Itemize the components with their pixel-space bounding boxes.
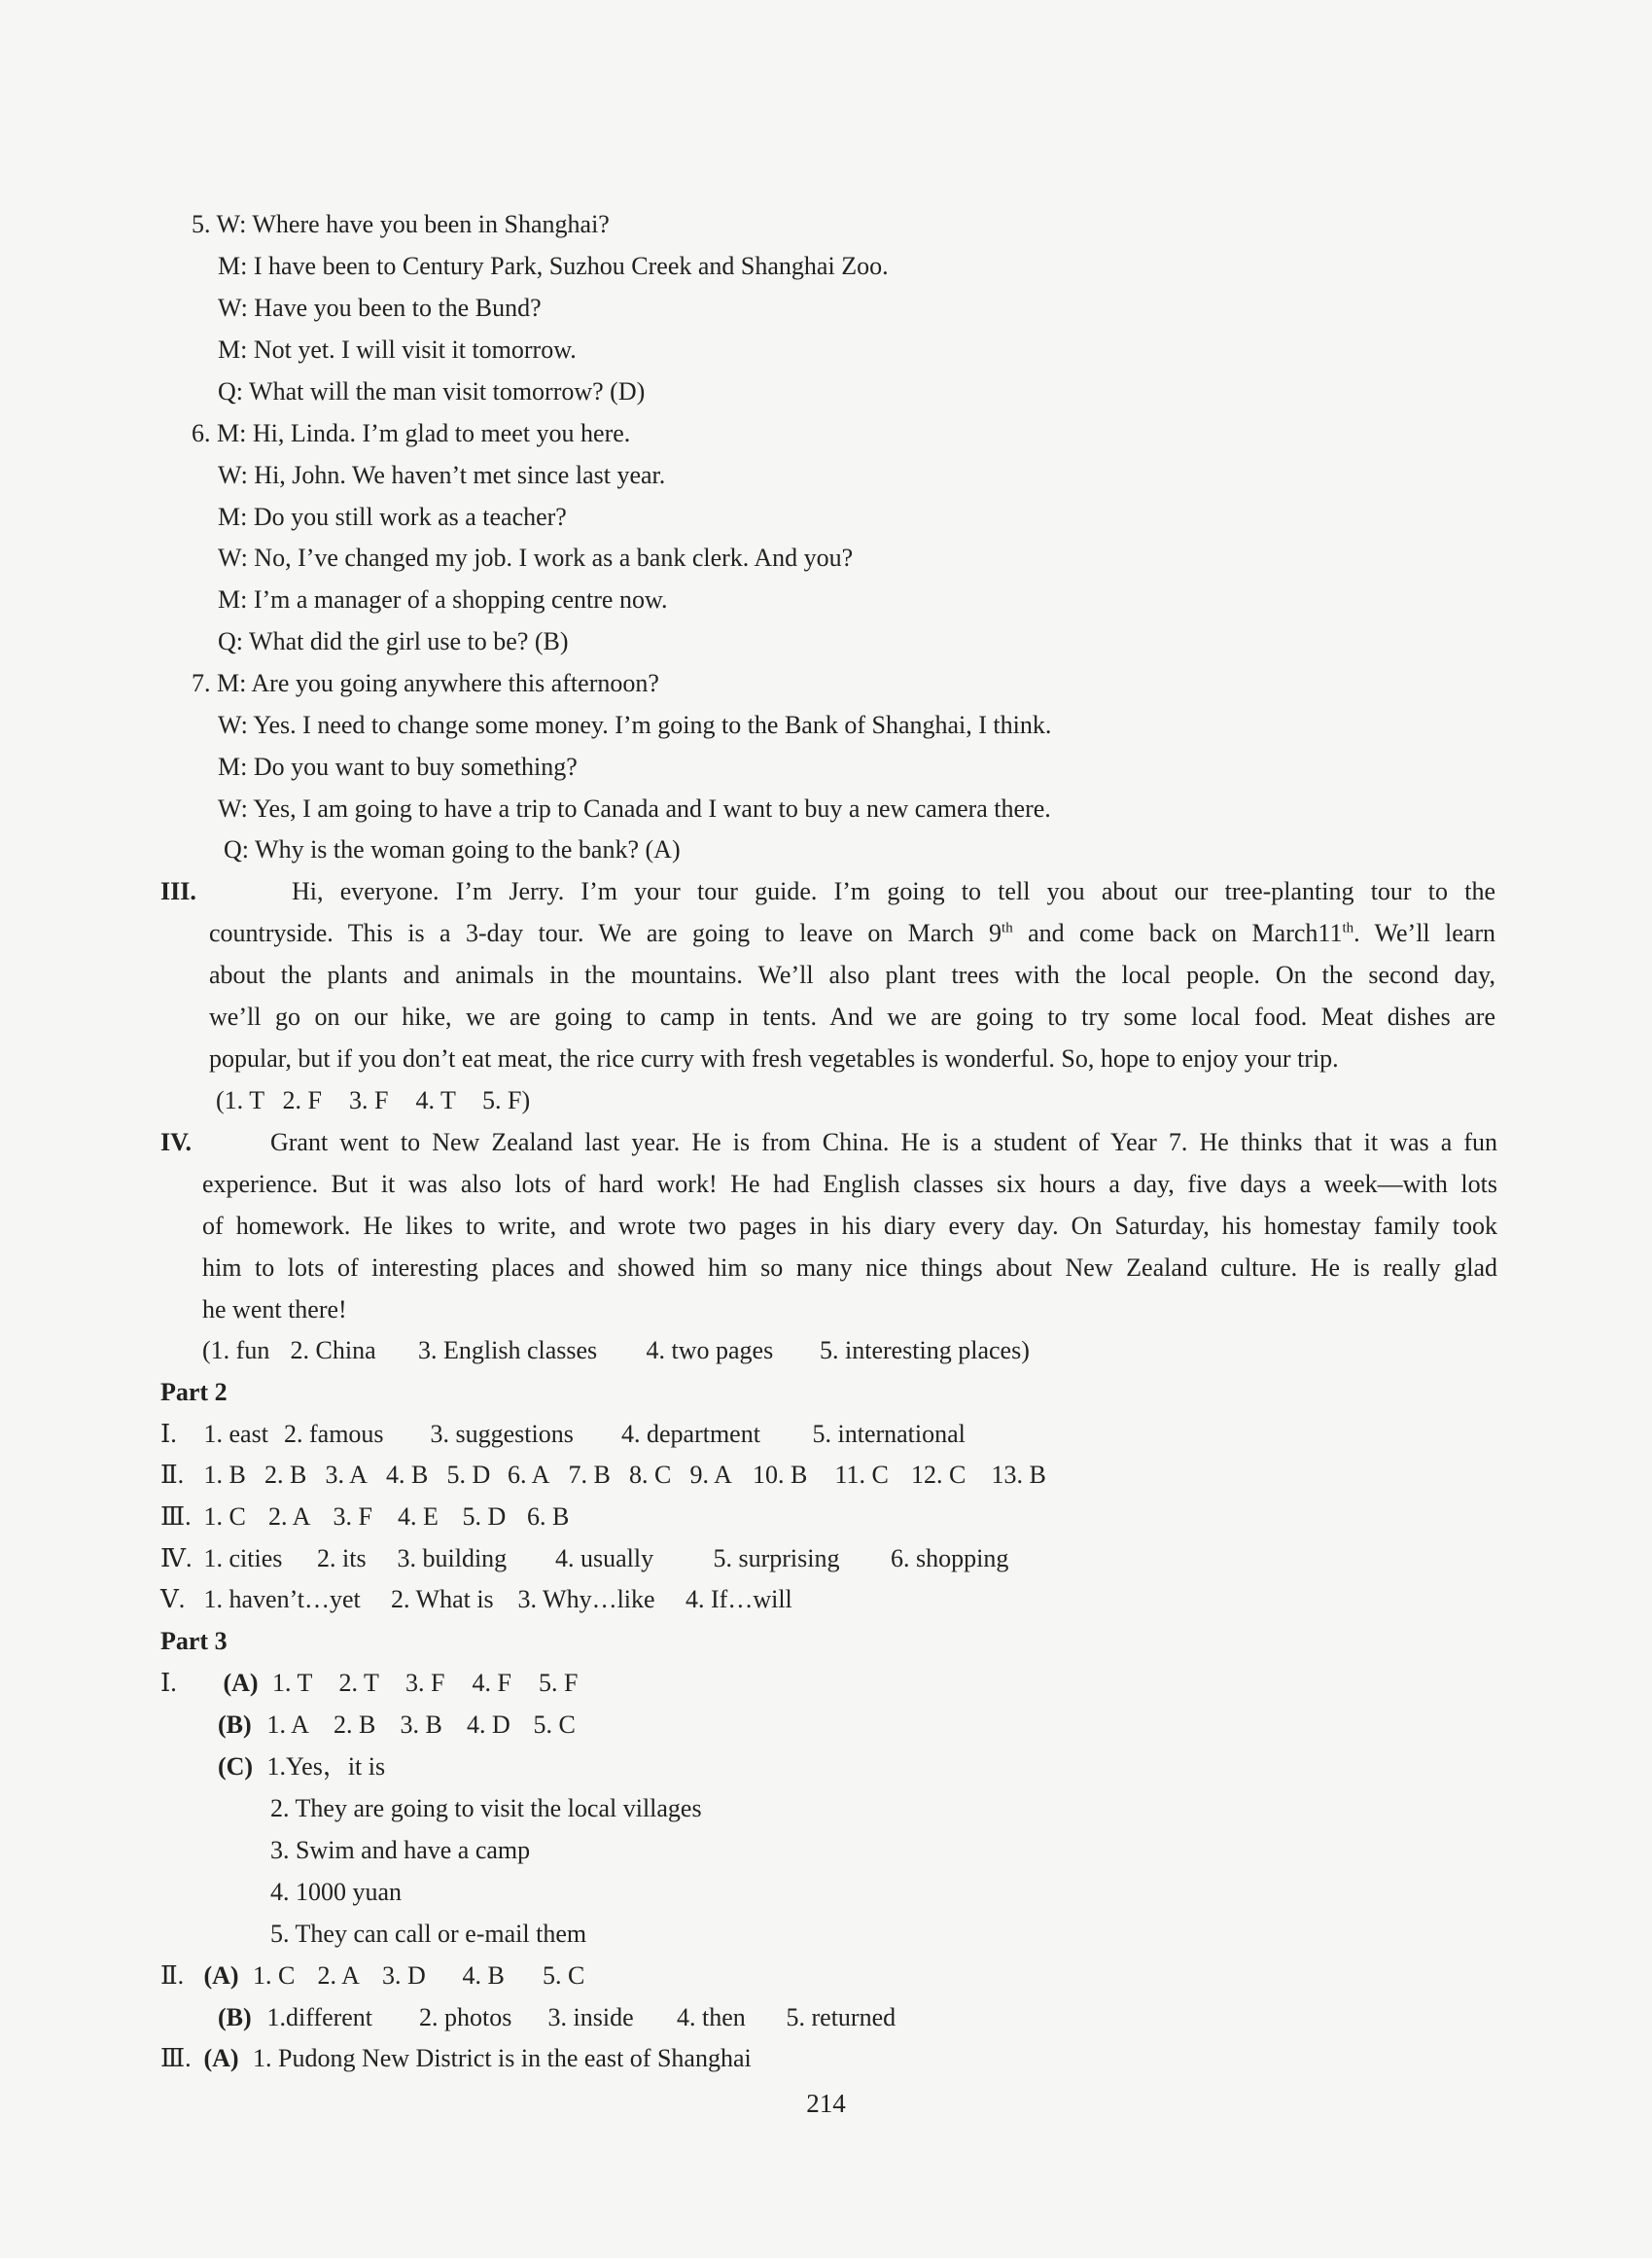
dialog-line: M: Do you want to buy something? [218, 753, 578, 781]
sub-tag: (A) [203, 1961, 239, 1990]
answer-row [160, 1959, 584, 1993]
answer: 6. A [508, 1461, 550, 1489]
roman-label: Ⅱ. [160, 1461, 185, 1489]
answer-line: 3. Swim and have a camp [270, 1836, 531, 1864]
dialog-line: M: I’m a manager of a shopping centre now. [218, 585, 668, 614]
sub-tag: (B) [218, 1711, 252, 1739]
text-run: and come back on March11 [1012, 919, 1343, 947]
answer: 1. Pudong New District is in the east of Shanghai [253, 2044, 752, 2072]
answer: 1. east [203, 1420, 268, 1448]
answer-row [160, 1542, 1008, 1575]
answer-row [216, 1084, 530, 1117]
answer: 3. F [405, 1669, 445, 1697]
answer: 5. returned [786, 2003, 896, 2031]
part-heading: Part 3 [160, 1627, 228, 1655]
roman-label: Ⅱ. [160, 1961, 185, 1990]
answer-row [160, 1667, 578, 1700]
answer: 5. surprising [713, 1544, 840, 1572]
dialog-line: M: Not yet. I will visit it tomorrow. [218, 335, 577, 364]
roman-label: Ⅲ. [160, 2044, 192, 2072]
passage-line: about the plants and animals in the mountains. We’ll also plant trees with the local people. On the second day, [209, 961, 1495, 989]
answer: 4. E [398, 1502, 439, 1531]
answer: 4. B [386, 1461, 429, 1489]
answer: 5. D [446, 1461, 491, 1489]
section-label: III. [160, 877, 196, 905]
passage-line [209, 917, 1495, 950]
sub-tag: (A) [203, 2044, 239, 2072]
answer-row [202, 1334, 1030, 1367]
answer: 3. English classes [418, 1336, 598, 1364]
answer: 2. T [338, 1669, 379, 1697]
text-run: countryside. This is a 3-day tour. We are going to leave on March 9 [209, 919, 1002, 947]
dialog-line: W: No, I’ve changed my job. I work as a bank clerk. And you? [218, 544, 854, 572]
answer: 2. photos [419, 2003, 512, 2031]
dialog-line: W: Have you been to the Bund? [218, 294, 542, 322]
answer-line: 2. They are going to visit the local villages [270, 1794, 702, 1822]
answer: 4. If…will [685, 1585, 792, 1613]
answer: 1. A [266, 1711, 309, 1739]
passage-line: he went there! [202, 1295, 347, 1323]
answer-line: 4. 1000 yuan [270, 1878, 403, 1906]
dialog-line: W: Yes, I am going to have a trip to Canada and I want to buy a new camera there. [218, 794, 1051, 823]
answer: 3. B [400, 1711, 442, 1739]
answer: 4. T [415, 1086, 456, 1114]
answer: 4. two pages [646, 1336, 774, 1364]
superscript: th [1342, 920, 1354, 936]
dialog-line: M: I have been to Century Park, Suzhou Creek and Shanghai Zoo. [218, 252, 889, 280]
passage-line: him to lots of interesting places and showed him so many nice things about New Zealand culture. He is really glad [202, 1253, 1497, 1282]
answer: 3. suggestions [430, 1420, 574, 1448]
part-heading: Part 2 [160, 1378, 228, 1406]
page-number: 214 [806, 2089, 846, 2118]
answer: 1. B [203, 1461, 246, 1489]
answer: 7. B [568, 1461, 611, 1489]
answer-row [218, 1750, 385, 1783]
item-number: 7. [192, 669, 211, 697]
answer: (1. fun [202, 1336, 270, 1364]
answer: 11. C [834, 1461, 889, 1489]
dialog-7 [192, 667, 659, 700]
answer: 3. F [349, 1086, 389, 1114]
passage-line: we’ll go on our hike, we are going to camp in tents. And we are going to try some local food. Meat dishes are [209, 1003, 1495, 1031]
answer: 4. then [677, 2003, 746, 2031]
dialog-line: W: Yes. I need to change some money. I’m going to the Bank of Shanghai, I think. [218, 711, 1052, 739]
answer: 1. haven’t…yet [203, 1585, 361, 1613]
answer: 2. A [268, 1502, 311, 1531]
answer-row [160, 1418, 966, 1451]
dialog-question: Q: What did the girl use to be? (B) [218, 627, 569, 655]
dialog-line: M: Do you still work as a teacher? [218, 503, 567, 531]
answer: 1. T [272, 1669, 313, 1697]
answer: 1. cities [203, 1544, 283, 1572]
answer: 5. interesting places) [820, 1336, 1030, 1364]
roman-label: Ⅳ. [160, 1544, 193, 1572]
answer: 5. F) [482, 1086, 531, 1114]
passage-line: of homework. He likes to write, and wrote two pages in his diary every day. On Saturday, his homestay family took [202, 1212, 1497, 1240]
answer: 12. C [911, 1461, 967, 1489]
answer: 5. C [533, 1711, 576, 1739]
answer: 3. Why…like [517, 1585, 655, 1613]
answer: 4. usually [555, 1544, 654, 1572]
answer-row [218, 2001, 896, 2034]
passage-line: popular, but if you don’t eat meat, the rice curry with fresh vegetables is wonderful. So, hope to enjoy your trip. [209, 1044, 1339, 1073]
superscript: th [1002, 920, 1013, 936]
dialog-line: W: Hi, John. We haven’t met since last year. [218, 461, 666, 489]
answer: 2. B [334, 1711, 376, 1739]
dialog-5 [192, 208, 610, 241]
answer: 1. C [203, 1502, 246, 1531]
answer-row [160, 1583, 792, 1616]
answer: 1.Yes，it is [266, 1752, 386, 1781]
answer-row [160, 1459, 1046, 1492]
answer: 3. D [382, 1961, 426, 1990]
answer: 5. international [812, 1420, 966, 1448]
answer: 2. A [317, 1961, 360, 1990]
passage-line: Hi, everyone. I’m Jerry. I’m your tour guide. I’m going to tell you about our tree-planting tour to the [292, 877, 1495, 905]
roman-label: Ⅲ. [160, 1502, 192, 1531]
answer: 1. C [253, 1961, 296, 1990]
answer: 10. B [753, 1461, 808, 1489]
roman-label: Ⅰ. [160, 1420, 177, 1448]
passage-line: experience. But it was also lots of hard work! He had English classes six hours a day, five days a week—with lots [202, 1170, 1497, 1198]
answer-row [160, 1500, 569, 1534]
answer: 4. D [467, 1711, 510, 1739]
answer: 5. C [543, 1961, 585, 1990]
answer: 2. its [317, 1544, 367, 1572]
answer: 2. famous [284, 1420, 384, 1448]
answer-line: 5. They can call or e-mail them [270, 1920, 587, 1948]
answer: 1.different [266, 2003, 373, 2031]
answer: 6. B [527, 1502, 570, 1531]
answer: 4. department [621, 1420, 760, 1448]
answer: 5. D [462, 1502, 507, 1531]
answer: 8. C [629, 1461, 672, 1489]
answer: 3. building [397, 1544, 508, 1572]
item-number: 5. [192, 210, 211, 238]
roman-label: Ⅴ. [160, 1585, 186, 1613]
item-number: 6. [192, 419, 211, 447]
answer: 13. B [991, 1461, 1046, 1489]
roman-label: Ⅰ. [160, 1669, 177, 1697]
answer: 3. F [333, 1502, 372, 1531]
dialog-question: Q: What will the man visit tomorrow? (D) [218, 377, 646, 406]
answer: 2. What is [391, 1585, 494, 1613]
answer-row [218, 1709, 576, 1742]
answer: 6. shopping [891, 1544, 1009, 1572]
answer: 2. B [264, 1461, 307, 1489]
answer: 2. F [282, 1086, 322, 1114]
dialog-line: W: Where have you been in Shanghai? [216, 210, 610, 238]
section-label: IV. [160, 1128, 193, 1156]
text-run: . We’ll learn [1353, 919, 1495, 947]
answer: 3. inside [547, 2003, 634, 2031]
dialog-line: M: Are you going anywhere this afternoon? [217, 669, 659, 697]
answer: 4. F [472, 1669, 511, 1697]
answer-row [160, 2042, 752, 2075]
sub-tag: (C) [218, 1752, 254, 1781]
answer: 4. B [462, 1961, 505, 1990]
dialog-line: M: Hi, Linda. I’m glad to meet you here. [217, 419, 631, 447]
sub-tag: (A) [223, 1669, 259, 1697]
sub-tag: (B) [218, 2003, 252, 2031]
answer: 2. China [290, 1336, 376, 1364]
passage-line: Grant went to New Zealand last year. He is from China. He is a student of Year 7. He thinks that it was a fun [270, 1128, 1497, 1156]
answer: 3. A [325, 1461, 368, 1489]
dialog-6 [192, 417, 630, 450]
answer: (1. T [216, 1086, 265, 1114]
answer: 5. F [539, 1669, 579, 1697]
dialog-question: Q: Why is the woman going to the bank? (A) [224, 835, 681, 864]
answer: 9. A [689, 1461, 732, 1489]
